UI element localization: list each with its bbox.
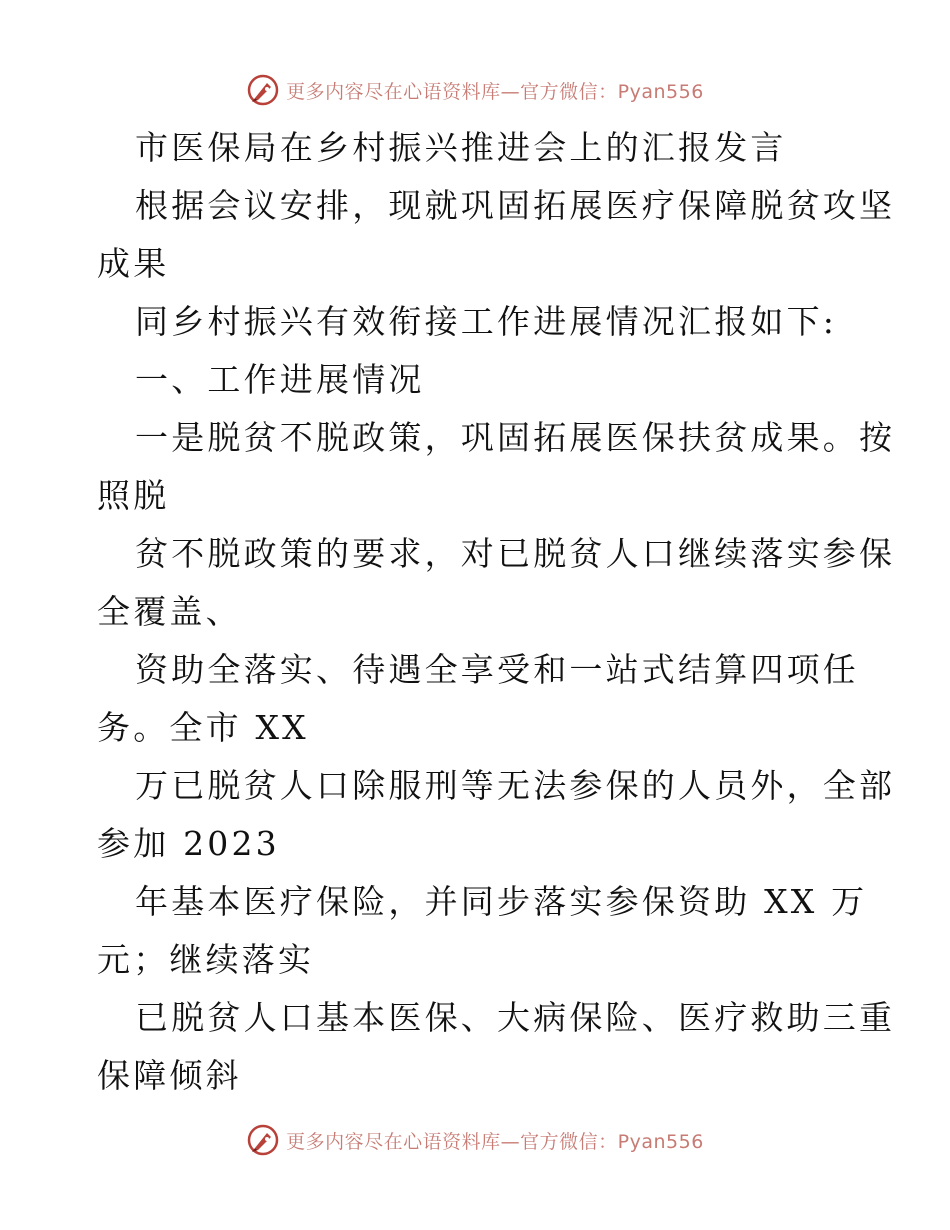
paragraph-line: 务。全市 XX [97,708,309,747]
paragraph-line: 元；继续落实 [97,940,315,979]
paragraph-line: 全覆盖、 [97,592,242,631]
section-heading: 一、工作进展情况 [135,360,425,399]
paragraph-line: 参加 2023 [97,824,280,863]
paragraph-line: 一是脱贫不脱政策，巩固拓展医保扶贫成果。按 [135,418,896,457]
pen-nib-circle-icon [246,1123,280,1157]
paragraph-line: 保障倾斜 [97,1056,242,1095]
document-title: 市医保局在乡村振兴推进会上的汇报发言 [135,128,787,167]
paragraph-line: 万已脱贫人口除服刑等无法参保的人员外，全部 [135,766,896,805]
paragraph-line: 根据会议安排，现就巩固拓展医疗保障脱贫攻坚 [135,186,896,225]
paragraph-line: 贫不脱政策的要求，对已脱贫人口继续落实参保 [135,534,896,573]
paragraph-line: 已脱贫人口基本医保、大病保险、医疗救助三重 [135,998,896,1037]
watermark-text: 更多内容尽在心语资料库—官方微信：Pyan556 [286,80,704,103]
paragraph-line: 照脱 [97,476,170,515]
paragraph-line: 年基本医疗保险，并同步落实参保资助 XX 万 [135,882,868,921]
paragraph-line: 同乡村振兴有效衔接工作进展情况汇报如下: [135,302,838,341]
watermark-text: 更多内容尽在心语资料库—官方微信：Pyan556 [286,1130,704,1153]
footer-watermark [0,1120,950,1160]
paragraph-line: 资助全落实、待遇全享受和一站式结算四项任 [135,650,859,689]
paragraph-line: 成果 [97,244,170,283]
